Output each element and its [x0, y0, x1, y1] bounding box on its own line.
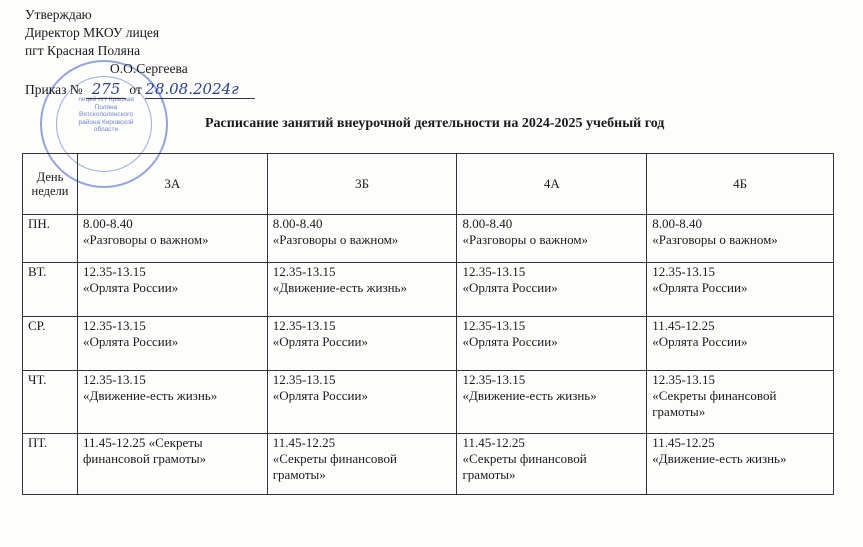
time: 8.00-8.40 — [272, 216, 323, 231]
order-label: Приказ № — [25, 82, 83, 97]
signature-line — [25, 60, 255, 78]
time: 12.35-13.15 — [462, 318, 526, 333]
header-day: День недели — [23, 154, 78, 215]
schedule-cell — [267, 317, 457, 371]
table-row — [23, 263, 834, 317]
schedule-cell — [457, 317, 647, 371]
time: 11.45-12.25 — [462, 435, 525, 450]
day-cell: ПТ. — [23, 434, 78, 495]
activity: «Орлята России» — [82, 334, 179, 349]
activity: «Разговоры о важном» — [82, 232, 209, 247]
time: 12.35-13.15 — [462, 264, 526, 279]
time: 11.45-12.25 — [652, 318, 715, 333]
header-class: 4Б — [647, 154, 834, 215]
order-from: от — [129, 82, 142, 97]
header-class: 3Б — [267, 154, 457, 215]
time: 8.00-8.40 — [462, 216, 513, 231]
time: 12.35-13.15 — [82, 318, 146, 333]
signature-name: О.О.Сергеева — [110, 61, 188, 76]
schedule-cell — [77, 434, 267, 495]
activity: «Движение-есть жизнь» — [652, 451, 787, 466]
activity: «Орлята России» — [652, 280, 748, 295]
header-class: 3А — [77, 154, 267, 215]
schedule-cell — [77, 317, 267, 371]
time: 12.35-13.15 — [272, 372, 336, 387]
table-header-row — [23, 154, 834, 215]
day-cell: ПН. — [23, 215, 78, 263]
schedule-cell — [647, 317, 834, 371]
time: 11.45-12.25 — [652, 435, 715, 450]
activity: «Орлята России» — [272, 334, 368, 349]
schedule-cell — [77, 215, 267, 263]
time: 12.35-13.15 — [272, 264, 336, 279]
activity: «Разговоры о важном» — [652, 232, 778, 247]
schedule-cell — [267, 434, 457, 495]
activity: «Разговоры о важном» — [272, 232, 399, 247]
schedule-cell — [647, 215, 834, 263]
approve-line1: Утверждаю — [25, 7, 92, 22]
approve-line3: пгт Красная Поляна — [25, 43, 141, 58]
day-cell: СР. — [23, 317, 78, 371]
table-row — [23, 371, 834, 434]
schedule-cell — [77, 371, 267, 434]
table-row — [23, 434, 834, 495]
activity: финансовой грамоты» — [82, 451, 207, 466]
activity: «Секреты финансовой грамоты» — [652, 388, 777, 419]
activity: «Секреты финансовой грамоты» — [272, 451, 397, 482]
schedule-cell — [457, 434, 647, 495]
time: 11.45-12.25 «Секреты — [82, 435, 203, 450]
activity: «Орлята России» — [652, 334, 748, 349]
order-date: 28.08.2024г — [145, 80, 255, 99]
time: 8.00-8.40 — [82, 216, 133, 231]
activity: «Движение-есть жизнь» — [272, 280, 407, 295]
activity: «Разговоры о важном» — [462, 232, 589, 247]
activity: «Орлята России» — [462, 334, 558, 349]
schedule-cell — [267, 263, 457, 317]
activity: «Секреты финансовой грамоты» — [462, 451, 587, 482]
day-cell: ЧТ. — [23, 371, 78, 434]
approval-block — [25, 6, 255, 99]
order-number: 275 — [86, 80, 126, 99]
schedule-cell — [647, 263, 834, 317]
day-cell: ВТ. — [23, 263, 78, 317]
page-title: Расписание занятий внеурочной деятельности на 2024-2025 учебный год — [205, 116, 665, 131]
time: 12.35-13.15 — [652, 372, 716, 387]
schedule-cell — [457, 263, 647, 317]
schedule-cell — [457, 215, 647, 263]
time: 12.35-13.15 — [652, 264, 716, 279]
schedule-cell — [267, 371, 457, 434]
activity: «Орлята России» — [462, 280, 558, 295]
time: 11.45-12.25 — [272, 435, 336, 450]
schedule-cell — [457, 371, 647, 434]
activity: «Орлята России» — [272, 388, 368, 403]
time: 12.35-13.15 — [272, 318, 336, 333]
seal-text: лицей пгт Красная Поляна Вятскополянского района Кировской области — [78, 96, 134, 133]
table-row — [23, 215, 834, 263]
time: 12.35-13.15 — [82, 372, 146, 387]
table-row — [23, 317, 834, 371]
schedule-cell — [267, 215, 457, 263]
activity: «Движение-есть жизнь» — [82, 388, 218, 403]
order-line — [25, 80, 255, 99]
schedule-table — [22, 153, 834, 495]
activity: «Движение-есть жизнь» — [462, 388, 597, 403]
approve-line2: Директор МКОУ лицея — [25, 25, 160, 40]
schedule-cell — [77, 263, 267, 317]
schedule-cell — [647, 371, 834, 434]
time: 8.00-8.40 — [652, 216, 703, 231]
activity: «Орлята России» — [82, 280, 179, 295]
time: 12.35-13.15 — [82, 264, 146, 279]
schedule-cell — [647, 434, 834, 495]
time: 12.35-13.15 — [462, 372, 526, 387]
header-class: 4А — [457, 154, 647, 215]
